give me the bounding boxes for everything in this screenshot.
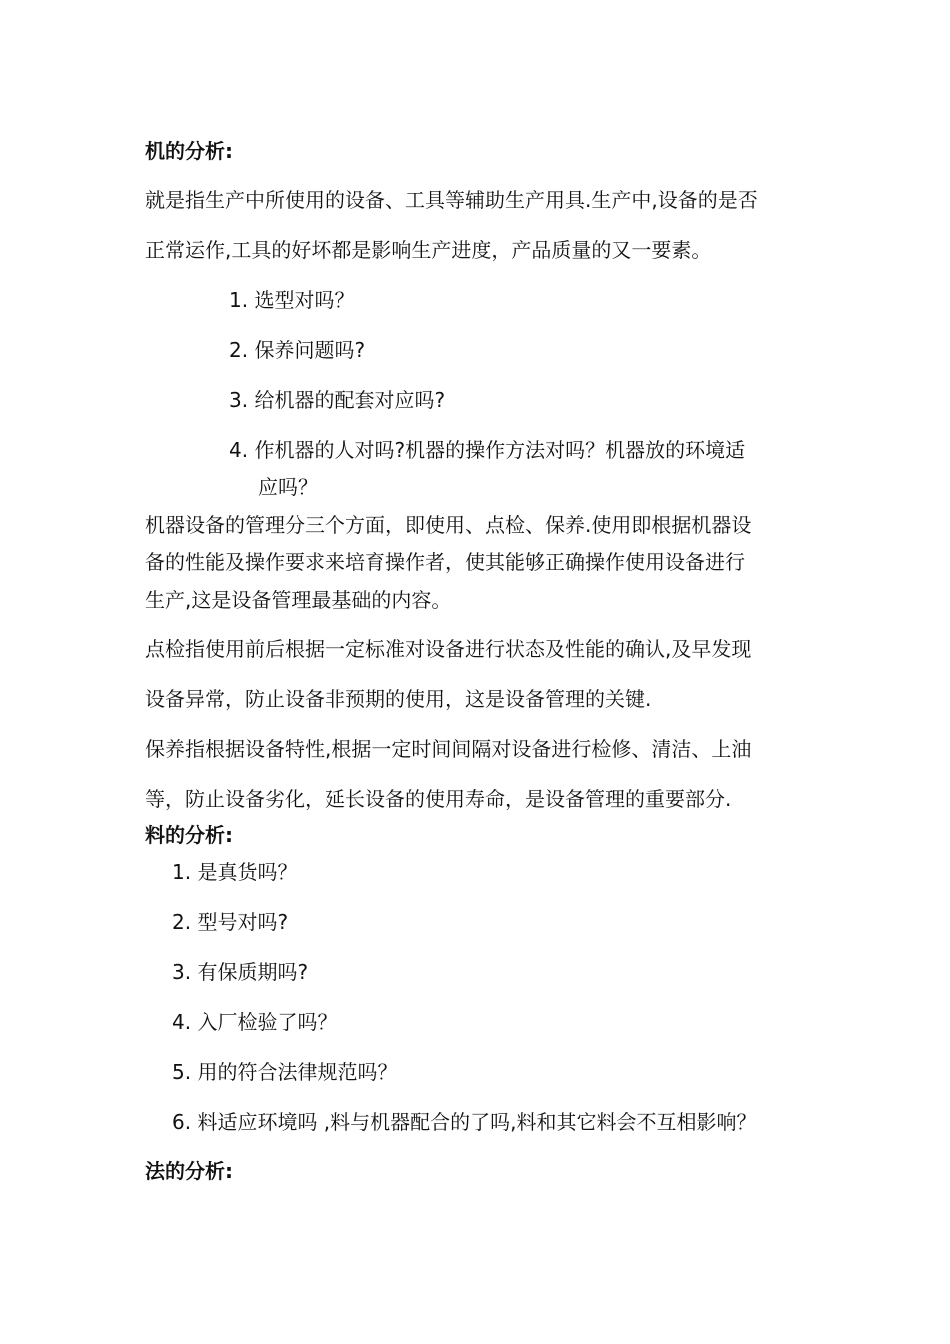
- list-text: 给机器的配套对应吗?: [254, 388, 446, 412]
- list-number: 2.: [172, 910, 192, 934]
- material-list-item-4: [172, 1009, 337, 1035]
- machine-list-item-2: [229, 337, 365, 363]
- list-number: 1.: [229, 288, 249, 312]
- machine-list-item-1: [229, 287, 354, 313]
- management-paragraph-line-1: 机器设备的管理分三个方面，即使用、点检、保养.使用即根据机器设: [145, 513, 752, 537]
- list-number: 4.: [229, 438, 249, 462]
- list-text: 用的符合法律规范吗？: [197, 1060, 398, 1084]
- list-number: 3.: [229, 388, 249, 412]
- list-text: 型号对吗?: [197, 910, 289, 934]
- list-number: 3.: [172, 960, 192, 984]
- list-text: 选型对吗？: [254, 288, 355, 312]
- machine-intro-line-2: 正常运作,工具的好坏都是影响生产进度，产品质量的又一要素。: [145, 238, 712, 262]
- list-text: 作机器的人对吗?机器的操作方法对吗？机器放的环境适: [254, 438, 746, 462]
- material-list-item-5: [172, 1059, 397, 1085]
- material-list-item-3: [172, 959, 308, 985]
- inspection-paragraph-line-1: 点检指使用前后根据一定标准对设备进行状态及性能的确认,及早发现: [145, 637, 752, 661]
- machine-list-item-3: [229, 387, 445, 413]
- material-list-item-2: [172, 909, 288, 935]
- list-number: 2.: [229, 338, 249, 362]
- maintenance-paragraph-line-1: 保养指根据设备特性,根据一定时间间隔对设备进行检修、清洁、上油: [145, 737, 752, 761]
- material-list-item-6: [172, 1109, 757, 1135]
- machine-intro-line-1: 就是指生产中所使用的设备、工具等辅助生产用具.生产中,设备的是否: [145, 188, 758, 212]
- list-text: 入厂检验了吗？: [197, 1010, 338, 1034]
- machine-analysis-heading: 机的分析:: [145, 139, 233, 163]
- machine-list-item-4-continuation: 应吗？: [258, 475, 318, 499]
- list-number: 6.: [172, 1110, 192, 1134]
- list-number: 4.: [172, 1010, 192, 1034]
- method-analysis-heading: 法的分析:: [145, 1159, 233, 1183]
- management-paragraph-line-2: 备的性能及操作要求来培育操作者，使其能够正确操作使用设备进行: [145, 550, 745, 574]
- list-text: 保养问题吗?: [254, 338, 366, 362]
- list-text: 是真货吗？: [197, 860, 298, 884]
- material-list-item-1: [172, 859, 297, 885]
- list-text: 料适应环境吗 ,料与机器配合的了吗,料和其它料会不互相影响？: [197, 1110, 757, 1134]
- list-text: 有保质期吗?: [197, 960, 309, 984]
- list-number: 1.: [172, 860, 192, 884]
- management-paragraph-line-3: 生产,这是设备管理最基础的内容。: [145, 588, 452, 612]
- material-analysis-heading: 料的分析:: [145, 823, 233, 847]
- list-number: 5.: [172, 1060, 192, 1084]
- maintenance-paragraph-line-2: 等，防止设备劣化，延长设备的使用寿命，是设备管理的重要部分.: [145, 787, 732, 811]
- inspection-paragraph-line-2: 设备异常，防止设备非预期的使用，这是设备管理的关键.: [145, 687, 652, 711]
- machine-list-item-4: [229, 437, 745, 463]
